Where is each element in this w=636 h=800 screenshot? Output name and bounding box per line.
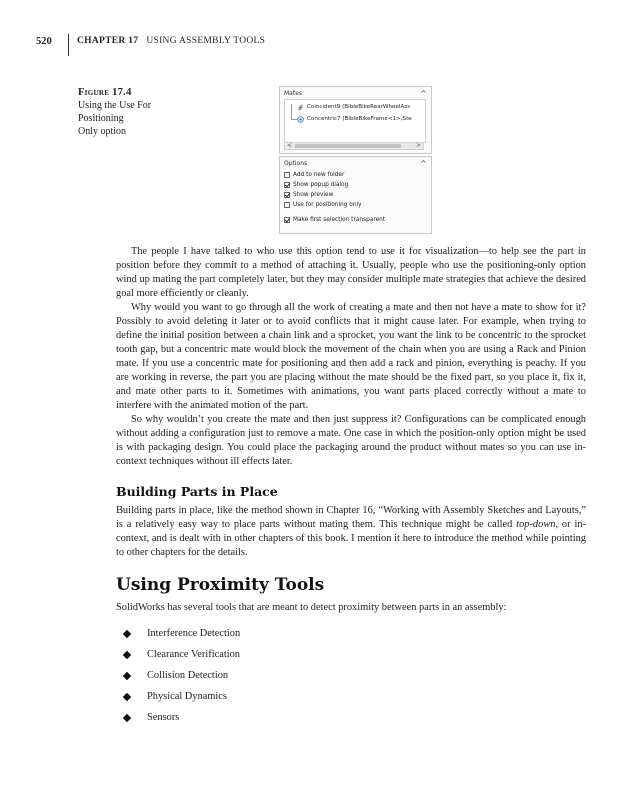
- options-header: Options: [284, 160, 308, 167]
- mate-item[interactable]: [297, 102, 424, 112]
- bullet-diamond-icon: [123, 671, 131, 679]
- option-use-for-positioning-only[interactable]: [284, 200, 362, 210]
- checkbox[interactable]: [284, 202, 290, 208]
- option-label: Show popup dialog: [293, 182, 349, 188]
- caption-line: Positioning: [78, 113, 124, 124]
- option-show-preview[interactable]: [284, 190, 333, 200]
- bullet-diamond-icon: [123, 692, 131, 700]
- caption-line: Only option: [78, 126, 127, 137]
- page-number: 520: [36, 36, 52, 47]
- chapter-title: USING ASSEMBLY TOOLS: [146, 36, 266, 46]
- mates-header: Mates: [284, 90, 303, 97]
- scroll-right-arrow[interactable]: >: [415, 142, 421, 149]
- header-rule: [68, 34, 69, 56]
- scroll-thumb[interactable]: [295, 144, 401, 148]
- list-item-label: Sensors: [147, 711, 180, 723]
- coincident-mate-icon: [297, 104, 304, 111]
- heading-building-parts-in-place: Building Parts in Place: [116, 484, 278, 499]
- option-add-to-new-folder[interactable]: [284, 170, 344, 180]
- option-label: Make first selection transparent: [293, 217, 386, 223]
- mate-label: Concentric7 (BibleBikeFrame<1>,Ste: [307, 116, 412, 122]
- collapse-chevron-icon[interactable]: [421, 89, 426, 94]
- concentric-mate-icon: [297, 116, 304, 123]
- figure-label: Figure 17.4: [78, 87, 132, 98]
- option-label: Add to new folder: [293, 172, 345, 178]
- list-item: [124, 623, 586, 644]
- mate-label: Coincident9 (BibleBikeRearWheelAss: [307, 104, 411, 110]
- mate-item[interactable]: [297, 114, 424, 124]
- running-header: [36, 36, 265, 58]
- paragraph: So why wouldn’t you create the mate and then just suppress it? Configurations can be complicated enough without adding a configuration just to remove a mate. One case in which the position-only option might be used is with packaging design. You could place the packaging around the product without mates so you can use in-context techniques without ill effects later.: [116, 414, 586, 467]
- emphasis-text: top-down: [516, 519, 556, 530]
- list-item-label: Collision Detection: [147, 669, 229, 681]
- list-item-label: Clearance Verification: [147, 648, 240, 660]
- heading-using-proximity-tools: Using Proximity Tools: [116, 575, 325, 595]
- paragraph: Why would you want to go through all the work of creating a mate and then not have a mate to show for it? Possibly to avoid deleting it later or to avoid conflicts that it might cause later. For example, when trying to define the initial position between a chain link and a sprocket, you want the link to be concentric to the sprocket tooth gap, but a concentric mate would block the movement of the chain when you are using a Rack and Pinion mate. If you use a concentric mate for positioning and then add a rack and pinion, everything is peachy. If you are working in reverse, the part you are placing without the mate should be the fixed part, so you place it, fix it, and mate other parts to it. Sometimes with animations, you want parts placed correctly without a mate to interfere with the animated motion of the part.: [116, 302, 586, 411]
- paragraph: The people I have talked to who use this option tend to use it for visualization—to help see the part in position before they commit to a method of attaching it. Usually, people who use the positioning-only option wind up mating the part completely later, but they may consider multiple mate strategies that achieve the desired goal more efficiently or cleanly.: [116, 246, 586, 299]
- mates-list[interactable]: [284, 99, 426, 143]
- collapse-chevron-icon[interactable]: [421, 159, 426, 164]
- paragraph: [116, 504, 586, 560]
- list-item-label: Physical Dynamics: [147, 690, 227, 702]
- checkbox[interactable]: [284, 192, 290, 198]
- horizontal-scrollbar[interactable]: [284, 142, 424, 150]
- paragraph-text: , or in-context, and is dealt with in other chapters of this book. I mention it here to introduce the method while pointing to other chapters for the details.: [116, 519, 586, 558]
- list-item: [124, 686, 586, 707]
- checkbox[interactable]: [284, 217, 290, 223]
- option-make-first-selection-transparent[interactable]: [284, 215, 385, 225]
- caption-line: Using the Use For: [78, 100, 152, 111]
- option-label: Show preview: [293, 192, 334, 198]
- scroll-left-arrow[interactable]: <: [287, 142, 293, 149]
- checkbox[interactable]: [284, 182, 290, 188]
- list-item: [124, 665, 586, 686]
- proximity-tools-list: [116, 623, 586, 728]
- mates-panel: [279, 86, 432, 154]
- options-panel: [279, 156, 432, 234]
- bullet-diamond-icon: [123, 650, 131, 658]
- option-show-popup-dialog[interactable]: [284, 180, 348, 190]
- paragraph-text: Building parts in place, like the method shown in Chapter 16, “Working with Assembly Sketches and Layouts,” is a relatively easy way to place parts without mating them. This technique might be called: [116, 505, 586, 530]
- chapter-label: CHAPTER 17: [77, 36, 139, 46]
- figure-caption: [78, 86, 198, 138]
- option-label: Use for positioning only: [293, 202, 362, 208]
- checkbox[interactable]: [284, 172, 290, 178]
- list-item-label: Interference Detection: [147, 627, 241, 639]
- property-manager-screenshot: [279, 86, 432, 234]
- list-item: [124, 644, 586, 665]
- bullet-diamond-icon: [123, 713, 131, 721]
- bullet-diamond-icon: [123, 629, 131, 637]
- list-item: [124, 707, 586, 728]
- body-text: [116, 245, 586, 728]
- paragraph: SolidWorks has several tools that are meant to detect proximity between parts in an assembly:: [116, 602, 507, 613]
